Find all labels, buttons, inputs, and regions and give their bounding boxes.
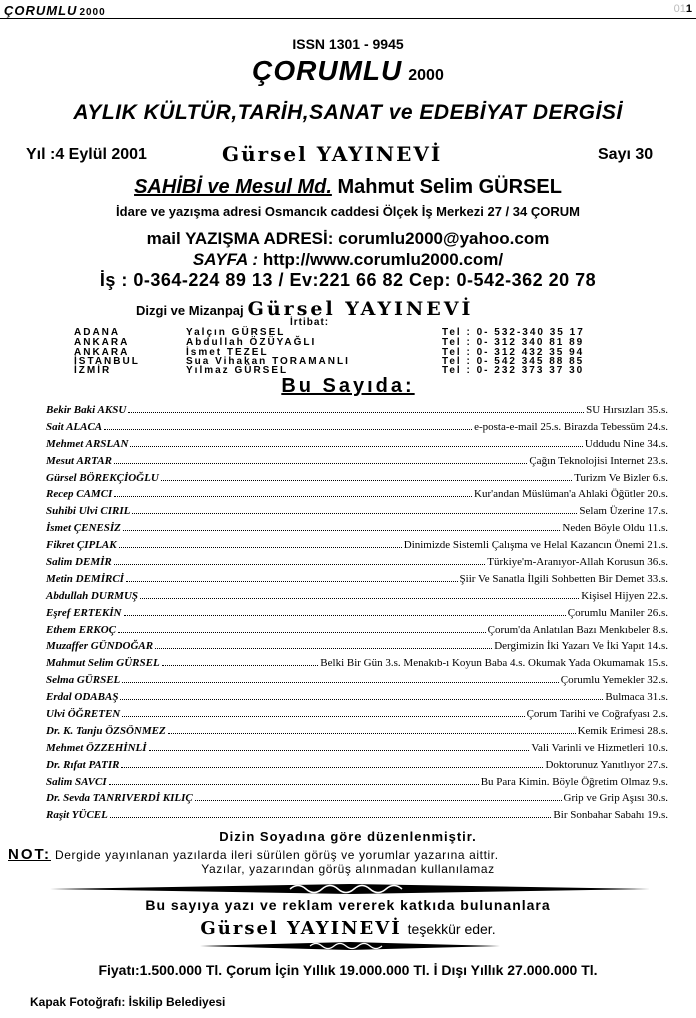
contents-author: Abdullah DURMUŞ bbox=[46, 589, 139, 602]
leader-dots bbox=[149, 750, 530, 751]
leader-dots bbox=[114, 496, 472, 497]
contact-person: Abdullah ÖZÜYAĞLI bbox=[186, 337, 317, 348]
contents-title: Kişisel Hijyen 22.s. bbox=[581, 589, 668, 602]
contact-city: İSTANBUL bbox=[74, 356, 140, 367]
contact-tel: Tel : 0- 312 340 81 89 bbox=[442, 337, 585, 348]
website-label: SAYFA : bbox=[192, 250, 259, 269]
contents-author: Dr. Sevda TANRIVERDİ KILIÇ bbox=[46, 792, 193, 805]
leader-dots bbox=[122, 716, 524, 717]
list-item bbox=[46, 757, 668, 774]
flourish-ornament bbox=[50, 881, 650, 897]
disclaimer-text: Dergide yayınlanan yazılarda ileri sürülen görüş ve yorumlar yazarına aittir. bbox=[54, 848, 499, 862]
contents-author: Mehmet ÖZZEHİNLİ bbox=[46, 741, 147, 754]
contents-title: Doktorunuz Yanıtlıyor 27.s. bbox=[545, 758, 668, 771]
page-number-faint: 01 bbox=[673, 3, 686, 15]
phone-numbers: İş : 0-364-224 89 13 / Ev:221 66 82 Cep: 0-542-362 20 78 bbox=[99, 270, 597, 290]
issue-date: Yıl :4 Eylül 2001 bbox=[26, 146, 147, 163]
leader-dots bbox=[121, 767, 543, 768]
leader-dots bbox=[114, 564, 486, 565]
contents-title: Bu Para Kimin. Böyle Öğretim Olmaz 9.s. bbox=[480, 775, 668, 788]
leader-dots bbox=[161, 480, 572, 481]
leader-dots bbox=[114, 463, 527, 464]
list-item bbox=[46, 655, 668, 672]
index-note: Dizin Soyadına göre düzenlenmiştir. bbox=[219, 829, 477, 844]
contents-author: Mesut ARTAR bbox=[46, 454, 112, 467]
list-item bbox=[46, 723, 668, 740]
contents-title: Neden Böyle Oldu 11.s. bbox=[562, 522, 668, 535]
disclaimer bbox=[8, 846, 499, 863]
flourish-ornament-small bbox=[200, 940, 500, 952]
contents-title: Grip ve Grip Aşısı 30.s. bbox=[563, 792, 668, 805]
contact-city: İZMİR bbox=[74, 365, 112, 376]
magazine-title bbox=[0, 55, 696, 87]
leader-dots bbox=[128, 412, 584, 413]
leader-dots bbox=[109, 784, 479, 785]
contents-author: Sait ALACA bbox=[46, 420, 103, 433]
contents-title: Kemik Erimesi 28.s. bbox=[577, 724, 668, 737]
list-item bbox=[46, 774, 668, 791]
contact-city: ANKARA bbox=[74, 347, 130, 358]
contents-title: Uddudu Nine 34.s. bbox=[584, 437, 668, 450]
mail-address: mail YAZIŞMA ADRESİ: corumlu2000@yahoo.com bbox=[146, 229, 550, 248]
contents-title: Vali Varinli ve Hizmetleri 10.s. bbox=[531, 741, 668, 754]
leader-dots bbox=[126, 581, 458, 582]
leader-dots bbox=[140, 598, 579, 599]
list-item bbox=[46, 790, 668, 807]
contents-title: Bir Sonbahar Sabahı 19.s. bbox=[553, 809, 668, 822]
leader-dots bbox=[120, 699, 603, 700]
thanks-publisher: Gürsel YAYINEVİ bbox=[200, 918, 402, 939]
contents-title: Çağın Teknolojisi Internet 23.s. bbox=[529, 454, 668, 467]
website-url: http://www.corumlu2000.com/ bbox=[262, 250, 504, 269]
typesetting-label: Dizgi ve Mizanpaj bbox=[136, 303, 244, 318]
publisher-name: Gürsel YAYINEVİ bbox=[222, 142, 443, 166]
list-item bbox=[46, 419, 668, 436]
contact-tel: Tel : 0- 232 373 37 30 bbox=[442, 365, 585, 376]
leader-dots bbox=[130, 446, 582, 447]
list-item bbox=[46, 453, 668, 470]
contents-author: Mahmut Selim GÜRSEL bbox=[46, 657, 160, 670]
contents-author: Salim SAVCI bbox=[46, 775, 107, 788]
contents-title: Türkiye'm-Aranıyor-Allah Korusun 36.s. bbox=[487, 556, 668, 569]
list-item bbox=[46, 436, 668, 453]
header-rule bbox=[0, 18, 696, 19]
leader-dots bbox=[162, 665, 319, 666]
list-item bbox=[46, 740, 668, 757]
contents-author: Erdal ODABAŞ bbox=[46, 691, 119, 704]
issn: ISSN 1301 - 9945 bbox=[292, 36, 404, 52]
contents-author: Metin DEMİRCİ bbox=[46, 572, 124, 585]
contact-tel: Tel : 0- 312 432 35 94 bbox=[442, 347, 585, 358]
usage-note: Yazılar, yazarından görüş alınmadan kullanılamaz bbox=[201, 862, 495, 876]
owner-name: Mahmut Selim GÜRSEL bbox=[337, 176, 562, 198]
contact-label: İrtibat: bbox=[290, 317, 330, 328]
website bbox=[0, 250, 696, 270]
owner-role: SAHİBİ ve Mesul Md. bbox=[134, 176, 332, 198]
contents-title: Çorumlu Yemekler 32.s. bbox=[560, 674, 668, 687]
leader-dots bbox=[104, 429, 472, 430]
price-line: Fiyatı:1.500.000 Tl. Çorum İçin Yıllık 19.000.000 Tl. İ Dışı Yıllık 27.000.000 Tl. bbox=[98, 962, 598, 978]
thanks-line bbox=[0, 918, 696, 939]
leader-dots bbox=[110, 817, 552, 818]
contact-city: ANKARA bbox=[74, 337, 130, 348]
thanks-text: teşekkür eder. bbox=[407, 921, 496, 937]
contact-person: Sua Vihakan TORAMANLI bbox=[186, 356, 350, 367]
list-item bbox=[46, 486, 668, 503]
leader-dots bbox=[118, 632, 486, 633]
leader-dots bbox=[168, 733, 576, 734]
list-item bbox=[46, 689, 668, 706]
running-header-title: ÇORUMLU bbox=[4, 3, 78, 18]
page-number-value: 1 bbox=[685, 3, 692, 15]
contents-author: Selma GÜRSEL bbox=[46, 674, 121, 687]
running-header bbox=[4, 3, 106, 18]
contents-author: Dr. Rıfat PATIR bbox=[46, 758, 120, 771]
contents-title: e-posta-e-mail 25.s. Birazda Tebessüm 24.s. bbox=[474, 420, 668, 433]
list-item bbox=[46, 638, 668, 655]
leader-dots bbox=[195, 800, 562, 801]
contents-author: İsmet ÇENESİZ bbox=[46, 522, 121, 535]
contents-title: Dergimizin İki Yazarı Ve İki Yapıt 14.s. bbox=[494, 640, 668, 653]
contents-title: Dinimizde Sistemli Çalışma ve Helal Kazancın Önemi 21.s. bbox=[403, 539, 668, 552]
contents-title: SU Hırsızları 35.s. bbox=[586, 404, 668, 416]
contact-person: İsmet TEZEL bbox=[186, 347, 269, 358]
contents-author: Ethem ERKOÇ bbox=[46, 623, 116, 636]
list-item bbox=[46, 672, 668, 689]
contents-author: Eşref ERTEKİN bbox=[46, 606, 122, 619]
contents-author: Salim DEMİR bbox=[46, 556, 112, 569]
contents-author: Suhibi Ulvi CIRIL bbox=[46, 505, 131, 518]
contents-heading: Bu Sayıda: bbox=[281, 375, 415, 397]
contact-city: ADANA bbox=[74, 327, 121, 338]
leader-dots bbox=[119, 547, 402, 548]
contents-author: Bekir Baki AKSU bbox=[46, 404, 127, 416]
list-item bbox=[46, 588, 668, 605]
contact-person: Yılmaz GÜRSEL bbox=[186, 365, 289, 376]
leader-dots bbox=[124, 615, 566, 616]
contact-person: Yalçın GÜRSEL bbox=[186, 327, 286, 338]
contents-author: Raşit YÜCEL bbox=[46, 809, 108, 822]
contents-author: Dr. K. Tanju ÖZSÖNMEZ bbox=[46, 724, 166, 737]
list-item bbox=[46, 807, 668, 824]
contents-title: Bulmaca 31.s. bbox=[605, 691, 668, 704]
contents-title: Çorumlu Maniler 26.s. bbox=[567, 606, 668, 619]
contents-title: Kur'andan Müslüman'a Ahlaki Öğütler 20.s. bbox=[474, 488, 668, 501]
contact-tel: Tel : 0- 542 345 88 85 bbox=[442, 356, 585, 367]
contents-author: Ulvi ÖĞRETEN bbox=[46, 708, 121, 721]
page-number bbox=[674, 3, 692, 15]
list-item bbox=[46, 402, 668, 419]
contents-title: Turizm Ve Bizler 6.s. bbox=[574, 471, 668, 484]
magazine-name: ÇORUMLU bbox=[252, 55, 403, 86]
contents-list bbox=[46, 402, 668, 824]
contents-title: Çorum'da Anlatılan Bazı Menkıbeler 8.s. bbox=[487, 623, 668, 636]
list-item bbox=[46, 571, 668, 588]
address: İdare ve yazışma adresi Osmancık caddesi Ölçek İş Merkezi 27 / 34 ÇORUM bbox=[116, 204, 580, 219]
list-item bbox=[46, 605, 668, 622]
cover-photo-credit: Kapak Fotoğrafı: İskilip Belediyesi bbox=[30, 995, 226, 1009]
list-item bbox=[46, 520, 668, 537]
disclaimer-label: NOT: bbox=[8, 846, 51, 863]
contents-title: Şiir Ve Sanatla İlgili Sohbetten Bir Demet 33.s. bbox=[459, 572, 668, 585]
list-item bbox=[46, 537, 668, 554]
contents-title: Çorum Tarihi ve Coğrafyası 2.s. bbox=[526, 708, 668, 721]
contents-author: Recep CAMCI bbox=[46, 488, 113, 501]
leader-dots bbox=[122, 682, 558, 683]
owner-line bbox=[0, 176, 696, 199]
list-item bbox=[46, 622, 668, 639]
running-header-year: 2000 bbox=[79, 7, 106, 18]
contributors-note: Bu sayıya yazı ve reklam vererek katkıda bulunanlara bbox=[145, 897, 551, 913]
typesetting-publisher: Gürsel YAYINEVİ bbox=[247, 298, 474, 320]
contents-title: Belki Bir Gün 3.s. Menakıb-ı Koyun Baba 4.s. Okumak Yada Okumamak 15.s. bbox=[320, 657, 668, 670]
list-item bbox=[46, 470, 668, 487]
leader-dots bbox=[155, 648, 492, 649]
contact-tel: Tel : 0- 532-340 35 17 bbox=[442, 327, 585, 338]
contents-title: Selam Üzerine 17.s. bbox=[579, 505, 668, 518]
leader-dots bbox=[123, 530, 561, 531]
issue-number: Sayı 30 bbox=[598, 146, 654, 163]
contents-author: Gürsel BÖREKÇİOĞLU bbox=[46, 471, 159, 484]
list-item bbox=[46, 503, 668, 520]
magazine-year: 2000 bbox=[408, 67, 444, 84]
list-item bbox=[46, 554, 668, 571]
contents-author: Fikret ÇIPLAK bbox=[46, 539, 117, 552]
contents-author: Mehmet ARSLAN bbox=[46, 437, 129, 450]
list-item bbox=[46, 706, 668, 723]
leader-dots bbox=[132, 513, 577, 514]
magazine-subtitle: AYLIK KÜLTÜR,TARİH,SANAT ve EDEBİYAT DERGİSİ bbox=[73, 101, 623, 124]
contents-author: Muzaffer GÜNDOĞAR bbox=[46, 640, 154, 653]
